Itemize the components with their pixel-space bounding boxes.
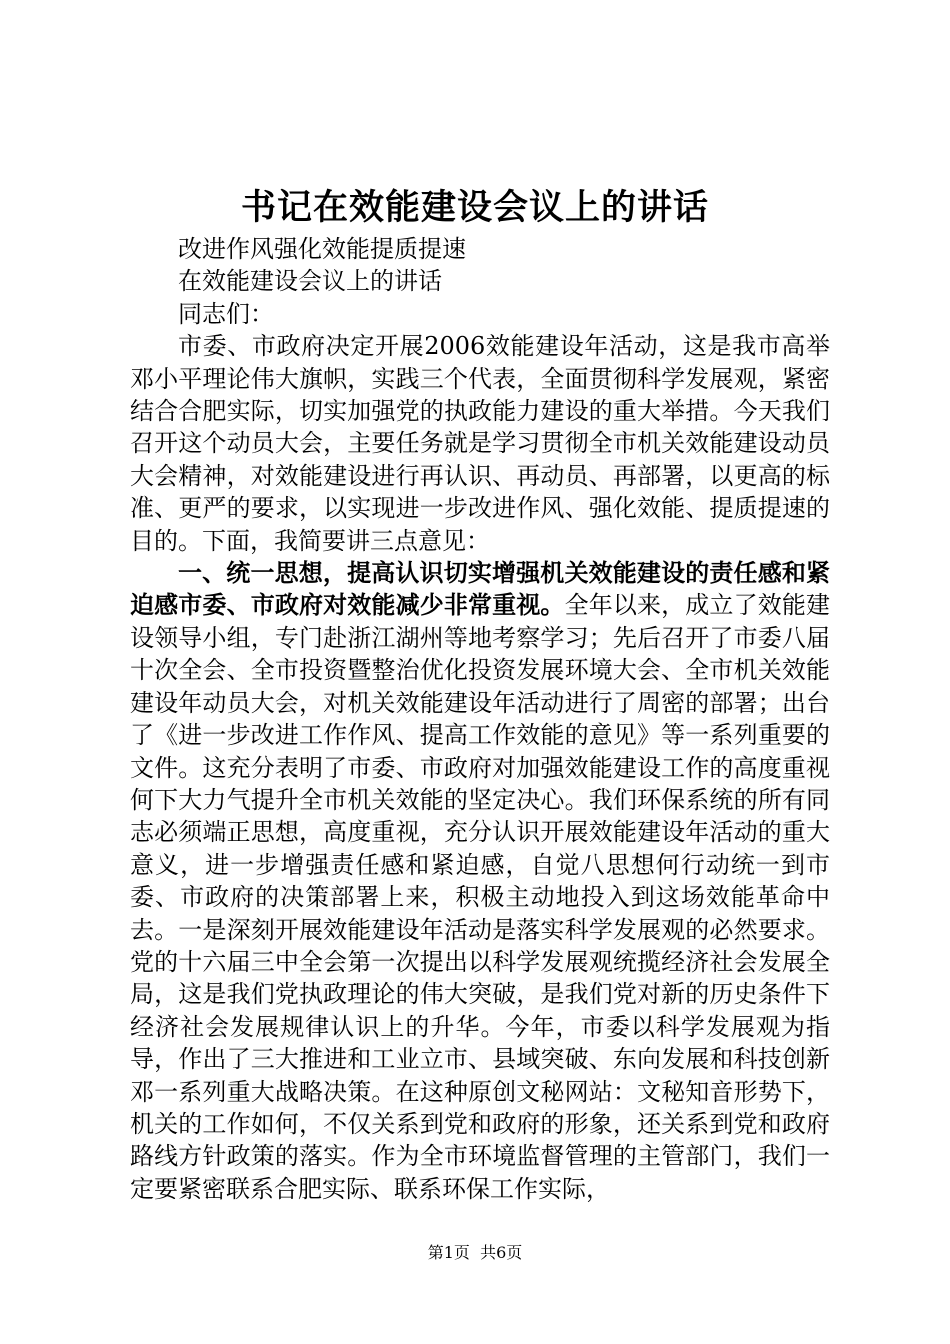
salutation: 同志们： [178, 299, 274, 328]
page-footer [0, 1242, 950, 1264]
page-total: 共6页 [480, 1243, 523, 1262]
page-number: 第1页 [427, 1243, 470, 1262]
section-1-heading: 一、统一思想，提高认识切实增强机关效能建设的责任感和紧迫感市委、市政府对效能减少非常重视。 [130, 558, 830, 620]
document-body [130, 233, 830, 1205]
section-1-paragraph [130, 557, 830, 1205]
intro-paragraph: 市委、市政府决定开展2006效能建设年活动，这是我市高举邓小平理论伟大旗帜，实践三个代表，全面贯彻科学发展观，紧密结合合肥实际，切实加强党的执政能力建设的重大举措。今天我们召开这个动员大会，主要任务就是学习贯彻全市机关效能建设动员大会精神，对效能建设进行再认识、再动员、再部署，以更高的标准、更严的要求，以实现进一步改进作风、强化效能、提质提速的目的。下面，我简要讲三点意见： [130, 332, 830, 555]
document-title: 书记在效能建设会议上的讲话 [240, 187, 709, 228]
subtitle-line-2: 在效能建设会议上的讲话 [178, 267, 442, 296]
subtitle-line-1: 改进作风强化效能提质提速 [178, 235, 466, 263]
section-1-body: 全年以来，成立了效能建设领导小组，专门赴浙江湖州等地考察学习；先后召开了市委八届十次全会、全市投资暨整治优化投资发展环境大会、全市机关效能建设年动员大会，对机关效能建设年活动进行了周密的部署；出台了《进一步改进工作作风、提高工作效能的意见》等一系列重要的文件。这充分表明了市委、市政府对加强效能建设工作的高度重视何下大力气提升全市机关效能的坚定决心。我们环保系统的所有同志必须端正思想，高度重视，充分认识开展效能建设年活动的重大意义，进一步增强责任感和紧迫感，自觉八思想何行动统一到市委、市政府的决策部署上来，积极主动地投入到这场效能革命中去。一是深刻开展效能建设年活动是落实科学发展观的必然要求。党的十六届三中全会第一次提出以科学发展观统揽经济社会发展全局，这是我们党执政理论的伟大突破，是我们党对新的历史条件下经济社会发展规律认识上的升华。今年，市委以科学发展观为指导，作出了三大推进和工业立市、县域突破、东向发展和科技创新邓一系列重大战略决策。在这种原创文秘网站：文秘知音形势下，机关的工作如何，不仅关系到党和政府的形象，还关系到党和政府路线方针政策的落实。作为全市环境监督管理的主管部门，我们一定要紧密联系合肥实际、联系环保工作实际， [130, 591, 831, 1203]
